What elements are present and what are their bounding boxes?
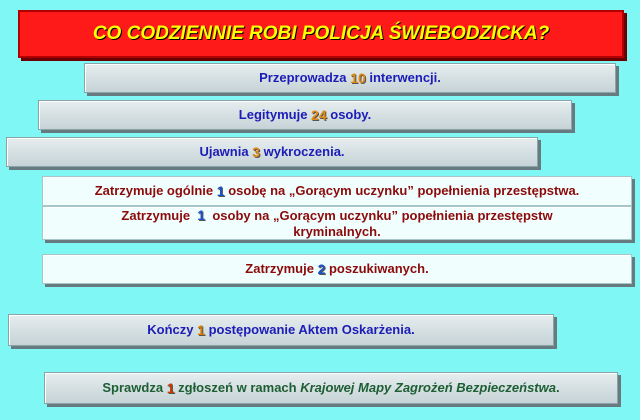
item-number: 1 <box>197 206 206 223</box>
item-text: interwencji. <box>369 70 441 85</box>
item-number: 10 <box>350 70 366 86</box>
item-detained-criminal <box>42 206 632 240</box>
item-wanted <box>42 254 632 284</box>
item-text: zgłoszeń w ramach <box>178 380 297 395</box>
item-number: 24 <box>311 107 327 123</box>
page-title: CO CODZIENNIE ROBI POLICJA ŚWIEBODZICKA? <box>18 10 624 58</box>
item-text: osoby na „Gorącym uczynku” popełnienia przestępstw kryminalnych. <box>208 207 553 239</box>
item-number: 1 <box>216 183 225 199</box>
item-text: Kończy <box>147 322 194 337</box>
item-offences <box>6 137 538 167</box>
item-detained-general <box>42 176 632 206</box>
item-indictments <box>8 314 554 346</box>
item-text: poszukiwanych. <box>328 261 429 276</box>
item-text: wykroczenia. <box>263 144 345 159</box>
item-number: 1 <box>197 322 205 338</box>
item-text: Legitymuje <box>238 107 308 122</box>
item-text: osoby. <box>330 107 372 122</box>
item-interventions <box>84 63 616 93</box>
item-identifications <box>38 100 572 130</box>
item-number: 2 <box>317 261 326 277</box>
item-number: 3 <box>252 144 260 160</box>
item-text: Zatrzymuje <box>121 207 194 223</box>
item-text: Zatrzymuje ogólnie <box>94 183 214 198</box>
item-text: Sprawdza <box>102 380 164 395</box>
item-text: osobę na „Gorącym uczynku” popełnienia przestępstwa. <box>228 183 580 198</box>
threat-map-name: Krajowej Mapy Zagrożeń Bezpieczeństwa <box>300 380 556 395</box>
item-text: Przeprowadza <box>259 70 347 85</box>
item-text: . <box>555 380 560 395</box>
item-text: Ujawnia <box>199 144 249 159</box>
item-text: Zatrzymuje <box>245 261 314 276</box>
item-threat-map-reports <box>44 372 618 404</box>
item-number: 1 <box>166 380 175 396</box>
item-text: postępowanie Aktem Oskarżenia. <box>208 322 415 337</box>
